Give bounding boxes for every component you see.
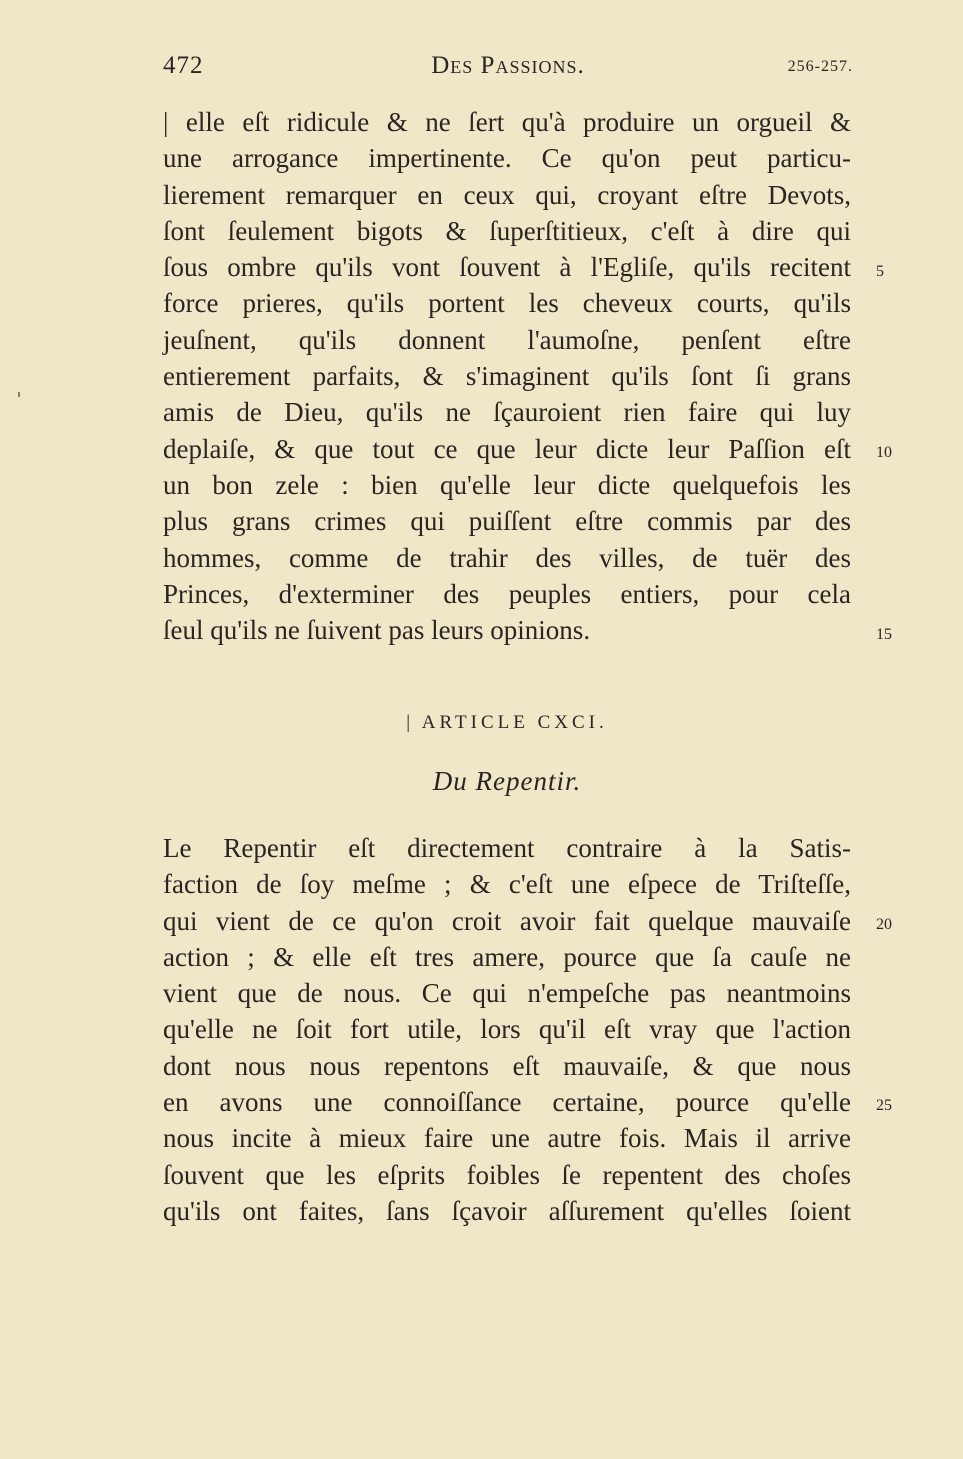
text-line: jeuſnent, qu'ils donnent l'aumoſne, penſent eſtre xyxy=(163,324,851,355)
page-number: 472 xyxy=(163,52,204,79)
text-line: un bon zele : bien qu'elle leur dicte quelquefois les xyxy=(163,469,851,500)
text-line: amis de Dieu, qu'ils ne ſçauroient rien faire qui luy xyxy=(163,397,851,428)
text-line: Princes, d'exterminer des peuples entiers, pour cela xyxy=(163,578,851,609)
text-line: vient que de nous. Ce qui n'empeſche pas neantmoins xyxy=(163,978,851,1009)
text-line: en avons une connoiſſance certaine, pource qu'elle xyxy=(163,1087,851,1118)
paragraph-2 xyxy=(163,830,851,1229)
text-line: nous incite à mieux faire une autre fois. Mais il arrive xyxy=(163,1123,851,1154)
line-number: 20 xyxy=(876,916,892,933)
text-line: qu'elle ne ſoit fort utile, lors qu'il eſt vray que l'action xyxy=(163,1014,851,1045)
line-number: 10 xyxy=(876,444,892,461)
running-head xyxy=(163,52,853,86)
line-number: 25 xyxy=(876,1097,892,1114)
text-line: deplaiſe, & que tout ce que leur dicte leur Paſſion eſt xyxy=(163,433,851,464)
line-number: 5 xyxy=(876,263,884,280)
article-heading: | ARTICLE CXCI. xyxy=(406,712,608,733)
text-line: entierement parfaits, & s'imaginent qu'ils ſont ſi grans xyxy=(163,361,851,392)
running-title: Des Passions. xyxy=(431,52,585,79)
text-line: dont nous nous repentons eſt mauvaiſe, & que nous xyxy=(163,1050,851,1081)
text-line: une arrogance impertinente. Ce qu'on peut particu- xyxy=(163,143,851,174)
section-title: Du Repentir. xyxy=(432,766,582,796)
text-line: qui vient de ce qu'on croit avoir fait quelque mauvaiſe xyxy=(163,905,851,936)
text-line: ſouvent que les eſprits foibles ſe repentent des choſes xyxy=(163,1159,851,1190)
text-line: ſeul qu'ils ne ſuivent pas leurs opinions. xyxy=(163,615,591,646)
text-line: ſont ſeulement bigots & ſuperſtitieux, c'eſt à dire qui xyxy=(163,215,851,246)
line-number: 15 xyxy=(876,626,892,643)
paragraph-1 xyxy=(163,104,851,648)
text-line: action ; & elle eſt tres amere, pource que ſa cauſe ne xyxy=(163,941,851,972)
text-line: ſous ombre qu'ils vont ſouvent à l'Egliſe, qu'ils recitent xyxy=(163,252,851,283)
text-line: force prieres, qu'ils portent les cheveux courts, qu'ils xyxy=(163,288,851,319)
text-line: faction de ſoy meſme ; & c'eſt une eſpece de Triſteſſe, xyxy=(163,869,851,900)
text-line: Le Repentir eſt directement contraire à la Satis- xyxy=(163,833,851,863)
text-line: plus grans crimes qui puiſſent eſtre commis par des xyxy=(163,506,851,537)
text-line: lierement remarquer en ceux qui, croyant eſtre Devots, xyxy=(163,179,851,210)
margin-mark xyxy=(18,392,20,397)
text-line: hommes, comme de trahir des villes, de tuër des xyxy=(163,542,851,573)
text-line: qu'ils ont faites, ſans ſçavoir aſſurement qu'elles ſoient xyxy=(163,1195,851,1226)
text-line: | elle eſt ridicule & ne ſert qu'à produire un orgueil & xyxy=(163,107,851,137)
folio-reference: 256-257. xyxy=(787,58,853,75)
